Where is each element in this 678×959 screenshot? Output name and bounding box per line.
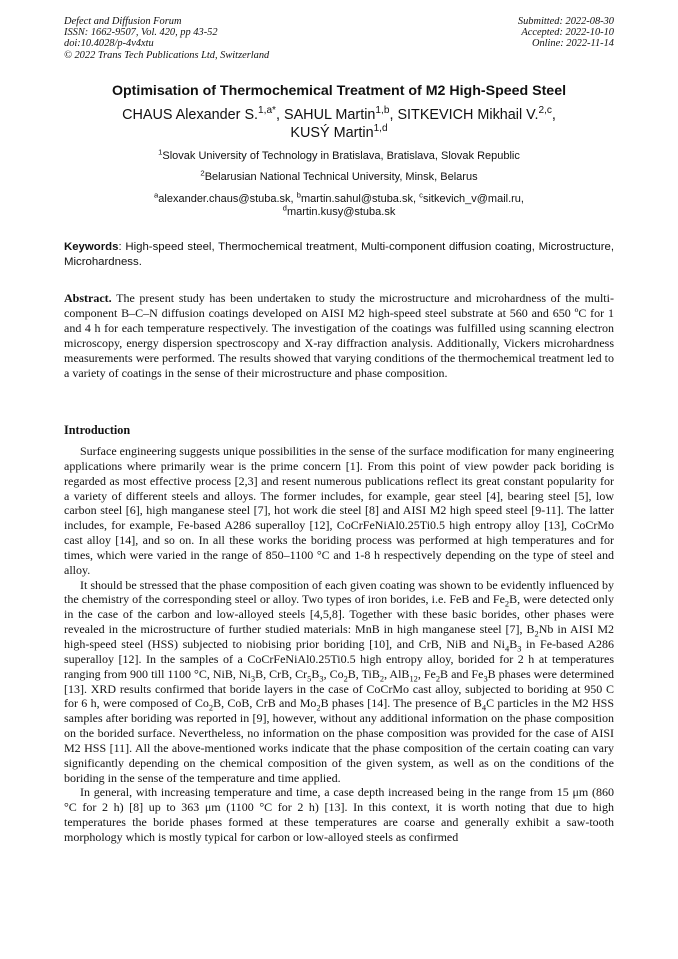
journal-copyright: © 2022 Trans Tech Publications Ltd, Switzerland (64, 49, 270, 61)
affiliation-1 (40, 147, 638, 163)
abstract-text: The present study has been undertaken to study the microstructure and microhardness of the multi-component B–C–N diffusion coatings developed on AISI M2 high-speed steel substrate at 560 and 650 ºC for 1 and 4 h for each temperature respectively. The investigation of the coatings was fulfilled using scanning electron microscopy, energy dispersion spectroscopy and X-ray diffraction analysis. Additionally, Vickers microhardness measurements were performed. The results showed that varying conditions of the thermochemical treatment led to a variety of coatings in the sense of their microstructure and phase composition. (64, 291, 614, 380)
author-mark: 1,a* (258, 105, 276, 117)
paper-title: Optimisation of Thermochemical Treatment of M2 High-Speed Steel (111, 83, 567, 99)
journal-header-left (64, 16, 269, 61)
email-link[interactable]: martin.kusy@stuba.sk (286, 206, 396, 219)
author-list: CHAUS Alexander S.$^{1,a*}$, SAHUL Martin$^{1,b}$, SITKEVICH Mikhail V.$^{2,c}$, KUSÝ Martin$^{1,d}$ (122, 105, 556, 141)
author-mark: 2,c (538, 105, 552, 117)
email-link[interactable]: alexander.chaus@stuba.sk (158, 193, 291, 205)
email-list: $^a$alexander.chaus@stuba.sk, $^b$martin.sahul@stuba.sk, $^c$sitkevich_v@mail.ru, $^d$martin.kusy@stuba.sk (154, 190, 524, 219)
author-mark: 1,d (373, 123, 388, 135)
author-name: CHAUS Alexander S. (122, 107, 259, 123)
email-link[interactable]: sitkevich_v@mail.ru (422, 193, 521, 205)
affiliation-2 (40, 168, 638, 184)
abstract-label: Abstract. (64, 291, 112, 305)
paragraph: It should be stressed that the phase composition of each given coating was shown to be evidently influenced by the chemistry of the corresponding steel or alloy. Two types of iron borides, i.e. FeB and $Fe_2B$, were detected only in the case of the carbon and low-alloyed steels [4,5,8]. Together with these basic borides, other phases were revealed in the microstructure of further studied materials: MnB in high manganese steel [7], $B_2Nb$ in AISI M2 high-speed steel (HSS) subjected to niobising prior boriding [10], and CrB, NiB and $Ni_4B_3$ in Fe-based A286 superalloy [12]. In the samples of a CoCrFeNiAl0.25Ti0.5 high entropy alloy, borided for 2 h at temperatures ranging from 900 till 1100 °C, NiB, $Ni_3B$, CrB, $Cr_5B_3$, $Co_2B$, TiB$_2$, AlB$_{12}$, $Fe_2B$ and $Fe_3B$ phases were determined [13]. XRD results confirmed that boride layers in the case of CoCrMo cast alloy, subjected to boriding at 950 C for 6 h, were composed of $Co_2B$, CoB, CrB and $Mo_2B$ phases [14]. The presence of $B_4C$ particles in the M2 HSS samples after boriding was reported in [9], however, without any additional information on the phase composition on the borided surface. Nevertheless, no information on the phase composition was provided for the case of AISI M2 HSS [11]. All the above-mentioned works indicate that the phase composition of the certain coating can vary significantly depending on the chemical composition of the given system, as well as on the conditions of the boriding in the sense of the temperature and time applied. (64, 577, 615, 785)
journal-issn: ISSN: 1662-9507, Vol. 420, pp 43-52 (64, 27, 218, 39)
author-name: SAHUL Martin (283, 107, 376, 123)
journal-header-right (518, 16, 614, 50)
abstract-block (64, 291, 614, 380)
email-mark: a (154, 190, 159, 200)
online-date: Online: 2022-11-14 (531, 38, 614, 50)
email-mark: c (419, 190, 423, 200)
paragraph: In general, with increasing temperature and time, a case depth increased being in the range from 15 μm (860 °C for 2 h) [8] up to 363 μm (1100 °C for 2 h) [13]. In this context, it is worth noting that due to high temperatures the boride phases formed at these temperatures are coarse and generally exhibit a saw-tooth morphology which is mostly typical for carbon or low-alloyed steels as confirmed (64, 785, 614, 844)
section-heading: Introduction (64, 423, 131, 437)
journal-doi[interactable]: doi:10.4028/p-4v4xtu (64, 38, 154, 50)
body-text (64, 444, 614, 845)
journal-name: Defect and Diffusion Forum (64, 16, 182, 27)
email-link[interactable]: martin.sahul@stuba.sk (300, 193, 413, 205)
author-name: SITKEVICH Mikhail V. (397, 107, 539, 123)
keywords-block: Keywords: High-speed steel, Thermochemical treatment, Multi-component diffusion coating, Microstructure, Microhardness. (64, 241, 614, 268)
author-mark: 1,b (375, 105, 390, 117)
keywords-text: High-speed steel, Thermochemical treatment, Multi-component diffusion coating, Microstructure, Microhardness. (64, 241, 614, 268)
affiliation-text: Slovak University of Technology in Bratislava, Bratislava, Slovak Republic (162, 150, 520, 162)
submitted-date: Submitted: 2022-08-30 (517, 16, 614, 27)
keywords-label: Keywords (64, 241, 119, 253)
email-mark: d (282, 203, 287, 213)
author-name: KUSÝ Martin (290, 125, 374, 141)
email-mark: b (296, 190, 301, 200)
accepted-date: Accepted: 2022-10-10 (521, 27, 614, 39)
paragraph: Surface engineering suggests unique possibilities in the sense of the surface modification for many engineering applications where primarily wear is the prime concern [1]. From this point of view powder pack boriding is regarded as most effective process [2,3] and resent numerous publications reflect its great constant popularity for a variety of different steels and alloys. The former includes, for example, gear steel [4], bearing steel [5], low carbon steel [6], high manganese steel [7], hot work die steel [8] and AISI M2 high speed steel [9-11]. The latter includes, for example, Fe-based A286 superalloy [12], CoCrFeNiAl0.25Ti0.5 high entropy alloy [13], CoCrMo cast alloy [14], and so on. In all these works the boriding process was performed at high temperatures and for times, which were varied in the range of 850–1100 °C and 1-8 h respectively depending on the type of steel and alloy. (64, 444, 614, 577)
affiliation-mark: 2 (200, 168, 205, 178)
affiliation-text: Belarusian National Technical University, Minsk, Belarus (204, 171, 478, 183)
affiliation-mark: 1 (158, 147, 163, 157)
